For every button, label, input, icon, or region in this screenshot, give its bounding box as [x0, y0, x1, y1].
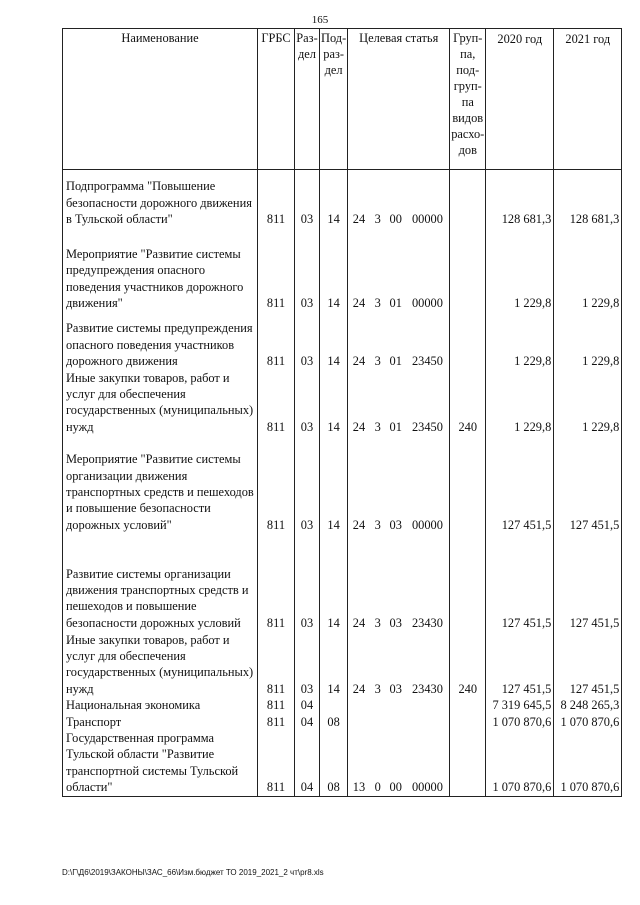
- row-expense-type: [450, 714, 486, 730]
- row-target-direction: 23430: [406, 533, 450, 631]
- row-grbs: 811: [258, 697, 295, 713]
- row-amount-2020: 127 451,5: [486, 435, 554, 533]
- table-row: [63, 631, 622, 697]
- row-razdel: 04: [295, 730, 320, 796]
- row-expense-type: 240: [450, 631, 486, 697]
- row-name: Государственная программа Тульской области "Развитие транспортной системы Тульской области": [63, 730, 258, 796]
- row-podrazdel: 14: [320, 170, 348, 228]
- row-podrazdel: [320, 697, 348, 713]
- row-razdel: 03: [295, 312, 320, 370]
- header-grbs: ГРБС: [258, 29, 295, 170]
- row-expense-type: [450, 170, 486, 228]
- row-target-subprogram: 3: [374, 517, 381, 532]
- row-amount-2020: 7 319 645,5: [486, 697, 554, 713]
- row-razdel: 03: [295, 435, 320, 533]
- row-target-event: 03: [389, 681, 402, 696]
- row-target-program: 24: [348, 533, 370, 631]
- row-target-direction: 00000: [406, 435, 450, 533]
- row-target-event: 01: [389, 419, 402, 434]
- page-number: 165: [311, 14, 329, 26]
- row-target-event: 03: [389, 517, 402, 532]
- file-path-footer: D:\Г\Д6\2019\ЗАКОНЫ\ЗАС_66\Изм.бюджет ТО 2019_2021_2 чт\pr8.xls: [62, 868, 324, 877]
- row-grbs: 811: [258, 228, 295, 312]
- row-target-subprogram: 3: [374, 419, 381, 434]
- row-razdel: 03: [295, 170, 320, 228]
- row-grbs: 811: [258, 312, 295, 370]
- row-target-subprogram: [370, 714, 386, 730]
- row-target-direction: [406, 697, 450, 713]
- row-target-program: [348, 697, 370, 713]
- row-podrazdel: 14: [320, 631, 348, 697]
- row-podrazdel: 08: [320, 714, 348, 730]
- table-header-row: [63, 29, 622, 170]
- row-razdel: 04: [295, 697, 320, 713]
- header-target: Целевая статья: [348, 29, 450, 170]
- header-name: Наименование: [63, 29, 258, 170]
- row-amount-2020: 1 070 870,6: [486, 714, 554, 730]
- table-row: [63, 312, 622, 370]
- row-target-direction: 00000: [406, 170, 450, 228]
- row-target-event: [386, 714, 406, 730]
- table-row: [63, 697, 622, 713]
- row-name: Иные закупки товаров, работ и услуг для обеспечения государственных (муниципальных) нужд: [63, 631, 258, 697]
- row-amount-2021: 127 451,5: [554, 435, 622, 533]
- row-target-program: 24: [348, 370, 370, 436]
- row-razdel: 03: [295, 631, 320, 697]
- table-row: [63, 533, 622, 631]
- row-podrazdel: 08: [320, 730, 348, 796]
- row-target-event: 00: [386, 730, 406, 796]
- row-amount-2021: 8 248 265,3: [554, 697, 622, 713]
- row-target-direction: 00000: [406, 228, 450, 312]
- table-row: [63, 435, 622, 533]
- row-target-program: 13: [348, 730, 370, 796]
- row-grbs: 811: [258, 730, 295, 796]
- row-razdel: 03: [295, 370, 320, 436]
- row-target-direction: 23450: [406, 370, 450, 436]
- row-target-subprogram: 3: [374, 296, 381, 311]
- row-amount-2020: 1 229,8: [486, 312, 554, 370]
- row-name: Развитие системы предупреждения опасного поведения участников дорожного движения: [63, 312, 258, 370]
- row-podrazdel: 14: [320, 435, 348, 533]
- table-row: [63, 730, 622, 796]
- row-expense-type: [450, 435, 486, 533]
- row-target-program: 24: [348, 435, 370, 533]
- row-grbs: 811: [258, 631, 295, 697]
- row-name: Мероприятие "Развитие системы организации движения транспортных средств и пешеходов и повышение безопасности дорожных условий": [63, 435, 258, 533]
- row-target-direction: 23430: [406, 631, 450, 697]
- row-razdel: 03: [295, 533, 320, 631]
- row-target-event: 01: [389, 296, 402, 311]
- row-expense-type: [450, 312, 486, 370]
- row-amount-2020: 1 229,8: [486, 228, 554, 312]
- header-podrazdel: Под-раз-дел: [320, 29, 348, 170]
- row-target-event: 01: [389, 354, 402, 369]
- row-amount-2021: 128 681,3: [554, 170, 622, 228]
- row-target-direction: [406, 714, 450, 730]
- row-podrazdel: 14: [320, 370, 348, 436]
- row-target-program: 24: [348, 631, 370, 697]
- row-name: Транспорт: [63, 714, 258, 730]
- row-amount-2021: 1 229,8: [554, 370, 622, 436]
- table-body: [63, 170, 622, 797]
- row-target-event: 03: [389, 615, 402, 630]
- row-grbs: 811: [258, 370, 295, 436]
- row-name: Национальная экономика: [63, 697, 258, 713]
- row-grbs: 811: [258, 533, 295, 631]
- row-target-direction: 23450: [406, 312, 450, 370]
- table-row: [63, 228, 622, 312]
- row-name: Мероприятие "Развитие системы предупреждения опасного поведения участников дорожного движения": [63, 228, 258, 312]
- row-name: Развитие системы организации движения транспортных средств и пешеходов и повышение безопасности дорожных условий: [63, 533, 258, 631]
- table-row: [63, 370, 622, 436]
- row-amount-2020: 128 681,3: [486, 170, 554, 228]
- row-amount-2020: 127 451,5: [486, 631, 554, 697]
- budget-table: [62, 28, 622, 797]
- row-amount-2021: 1 229,8: [554, 228, 622, 312]
- row-target-program: 24: [348, 312, 370, 370]
- header-year-2020: 2020 год: [486, 29, 554, 170]
- row-target-program: 24: [348, 228, 370, 312]
- row-podrazdel: 14: [320, 228, 348, 312]
- row-razdel: 03: [295, 228, 320, 312]
- table-row: [63, 714, 622, 730]
- row-target-program: [348, 714, 370, 730]
- row-target-program: 24: [348, 170, 370, 228]
- row-target-event: [386, 697, 406, 713]
- row-amount-2020: 127 451,5: [486, 533, 554, 631]
- row-podrazdel: 14: [320, 312, 348, 370]
- row-amount-2020: 1 070 870,6: [486, 730, 554, 796]
- row-target-event: 00: [389, 212, 402, 227]
- row-name: Подпрограмма "Повышение безопасности дорожного движения в Тульской области": [63, 170, 258, 228]
- row-amount-2020: 1 229,8: [486, 370, 554, 436]
- row-amount-2021: 1 070 870,6: [554, 714, 622, 730]
- header-year-2021: 2021 год: [554, 29, 622, 170]
- row-expense-type: [450, 697, 486, 713]
- row-target-subprogram: 3: [374, 354, 381, 369]
- row-grbs: 811: [258, 714, 295, 730]
- row-amount-2021: 1 070 870,6: [554, 730, 622, 796]
- table-row: [63, 170, 622, 228]
- row-expense-type: 240: [450, 370, 486, 436]
- row-target-subprogram: [370, 697, 386, 713]
- row-expense-type: [450, 533, 486, 631]
- row-grbs: 811: [258, 170, 295, 228]
- header-vid: Груп-па, под-груп-па видов расхо-дов: [450, 29, 486, 170]
- row-target-direction: 00000: [406, 730, 450, 796]
- row-target-subprogram: 3: [374, 615, 381, 630]
- row-name: Иные закупки товаров, работ и услуг для обеспечения государственных (муниципальных) нужд: [63, 370, 258, 436]
- row-target-subprogram: 3: [374, 681, 381, 696]
- row-amount-2021: 1 229,8: [554, 312, 622, 370]
- row-expense-type: [450, 730, 486, 796]
- row-amount-2021: 127 451,5: [554, 631, 622, 697]
- row-target-subprogram: 3: [374, 212, 381, 227]
- row-podrazdel: 14: [320, 533, 348, 631]
- row-grbs: 811: [258, 435, 295, 533]
- row-amount-2021: 127 451,5: [554, 533, 622, 631]
- header-razdel: Раз-дел: [295, 29, 320, 170]
- row-razdel: 04: [295, 714, 320, 730]
- row-expense-type: [450, 228, 486, 312]
- row-target-subprogram: 0: [370, 730, 386, 796]
